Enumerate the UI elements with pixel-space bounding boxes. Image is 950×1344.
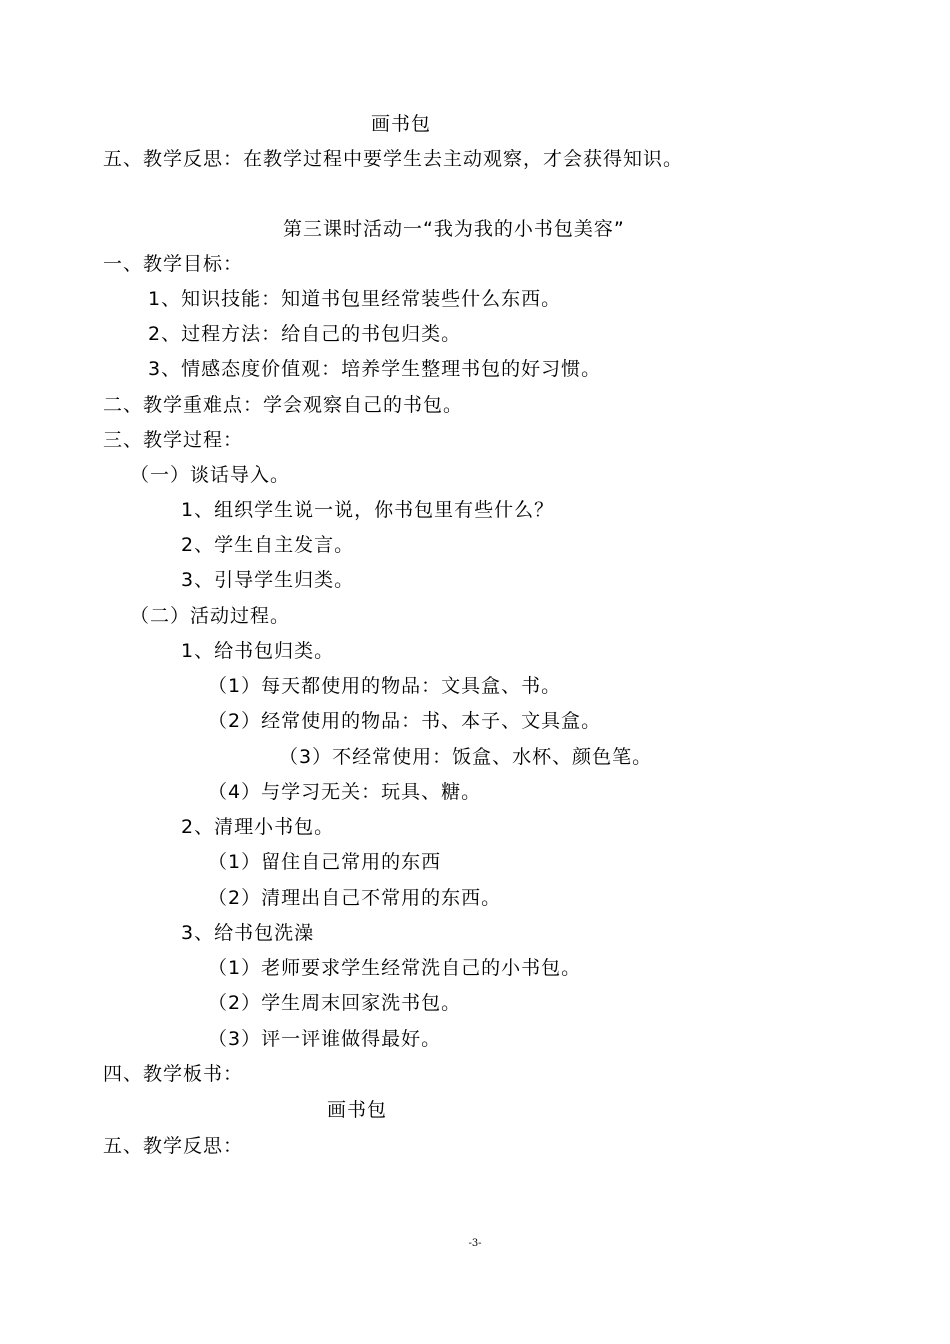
goal-item: 2、过程方法：给自己的书包归类。: [148, 323, 462, 345]
list-item: 3、给书包洗澡: [181, 922, 315, 944]
reflection-line: 五、教学反思：在教学过程中要学生去主动观察，才会获得知识。: [103, 148, 684, 170]
page-number: -3-: [468, 1238, 482, 1249]
sub-list-item: （2）学生周末回家洗书包。: [208, 992, 462, 1014]
section-heading-reflection: 五、教学反思：: [103, 1135, 244, 1157]
lesson-title: 第三课时活动一“我为我的小书包美容”: [283, 218, 625, 240]
sub-list-item: （1）每天都使用的物品：文具盒、书。: [208, 675, 562, 697]
sub-list-item: （3）不经常使用：饭盒、水杯、颜色笔。: [279, 746, 653, 768]
goal-item: 3、情感态度价值观：培养学生整理书包的好习惯。: [148, 358, 602, 380]
list-item: 2、清理小书包。: [181, 816, 335, 838]
section-heading-board: 四、教学板书：: [103, 1063, 244, 1085]
goal-item: 1、知识技能：知道书包里经常装些什么东西。: [148, 288, 562, 310]
list-item: 2、学生自主发言。: [181, 534, 355, 556]
sub-list-item: （1）老师要求学生经常洗自己的小书包。: [208, 957, 582, 979]
list-item: 1、给书包归类。: [181, 640, 335, 662]
sub-list-item: （2）经常使用的物品：书、本子、文具盒。: [208, 710, 602, 732]
board-title: 画书包: [371, 113, 432, 135]
sub-list-item: （1）留住自己常用的东西: [208, 851, 442, 873]
subsection-heading: （一）谈话导入。: [130, 464, 291, 486]
sub-list-item: （2）清理出自己不常用的东西。: [208, 887, 502, 909]
list-item: 3、引导学生归类。: [181, 569, 355, 591]
sub-list-item: （3）评一评谁做得最好。: [208, 1028, 442, 1050]
section-heading-key-points: 二、教学重难点：学会观察自己的书包。: [103, 394, 464, 416]
board-title: 画书包: [327, 1099, 388, 1121]
sub-list-item: （4）与学习无关：玩具、糖。: [208, 781, 482, 803]
section-heading-process: 三、教学过程：: [103, 429, 244, 451]
section-heading-goals: 一、教学目标：: [103, 253, 244, 275]
list-item: 1、组织学生说一说，你书包里有些什么？: [181, 499, 555, 521]
subsection-heading: （二）活动过程。: [130, 605, 291, 627]
